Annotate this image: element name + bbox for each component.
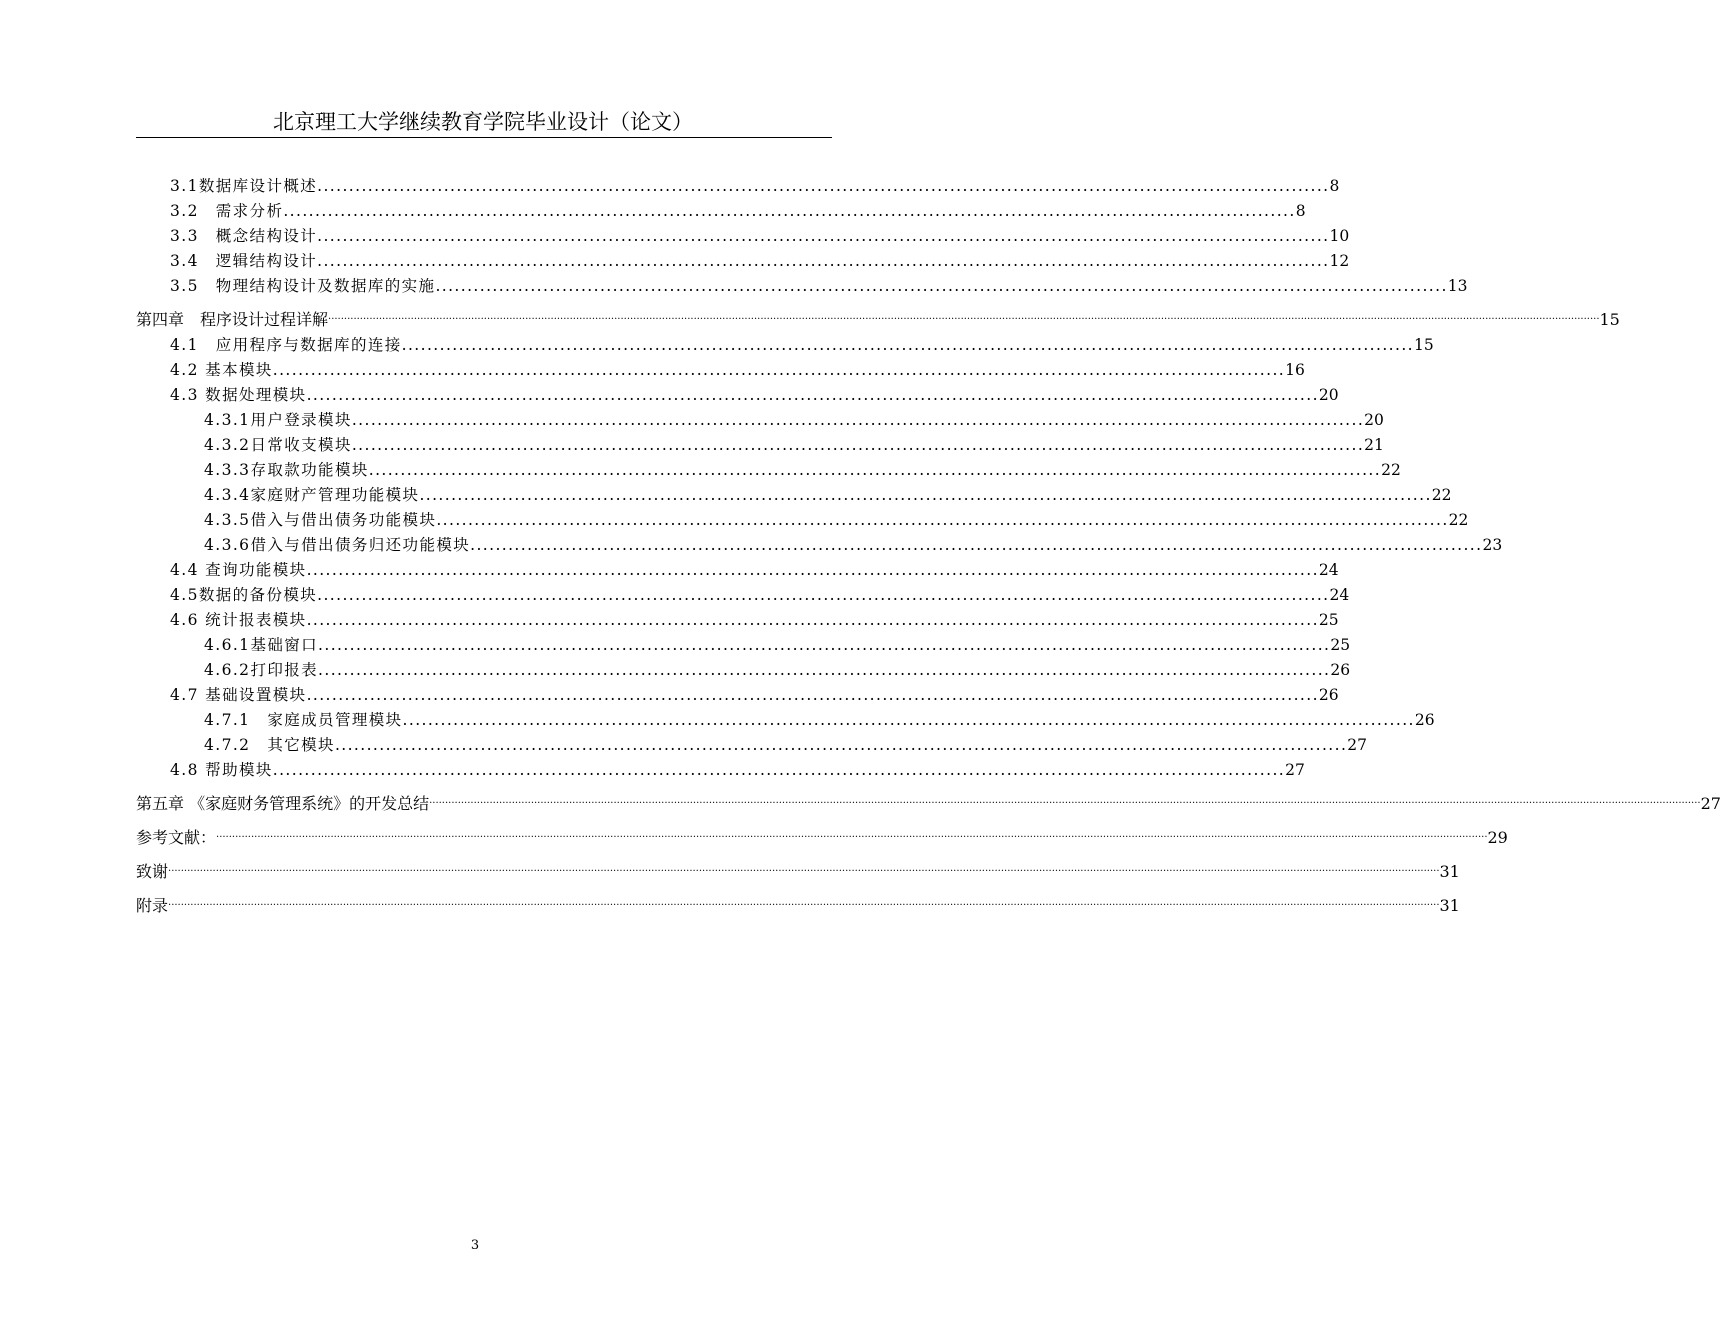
toc-entry [204,731,1368,755]
toc-entry-label: 参考文献： [136,828,217,847]
toc-entry-page: 26 [1330,661,1351,679]
toc-entry [136,824,1508,848]
toc-entry-page: 26 [1318,686,1339,704]
toc-leader-dots: ................................................................................................................................................................................................................................................................................................................................................................................................................ [168,897,1440,908]
toc-leader-dots: ................................................................................................................................................................ [470,536,1483,554]
toc-entry-page: 25 [1330,636,1351,654]
toc-entry-label: 致谢 [136,862,169,881]
toc-entry-page: 23 [1482,536,1503,554]
toc-entry-label: 4.4 查询功能模块 [170,561,307,579]
toc-leader-dots: ................................................................................................................................................................ [318,636,1331,654]
toc-entry [204,631,1351,655]
toc-leader-dots: ................................................................................................................................................................ [306,611,1319,629]
toc-entry-label: 4.3.1用户登录模块 [204,411,352,429]
toc-entry-page: 15 [1599,310,1620,329]
toc-entry [170,331,1434,355]
toc-leader-dots: ................................................................................................................................................................ [306,686,1319,704]
toc-entry-page: 21 [1364,436,1384,454]
toc-leader-dots: ................................................................................................................................................................ [401,336,1414,354]
toc-entry [170,581,1350,605]
toc-leader-dots: ................................................................................................................................................................ [402,711,1415,729]
toc-entry-label: 4.3.2日常收支模块 [204,436,352,454]
toc-leader-dots: ................................................................................................................................................................ [436,511,1449,529]
toc-leader-dots: ................................................................................................................................................................ [272,761,1286,779]
toc-entry-page: 20 [1364,411,1384,429]
toc-entry-page: 15 [1413,336,1434,354]
toc-entry-label: 4.5数据的备份模块 [170,586,318,604]
toc-entry-label: 4.3.3存取款功能模块 [204,461,369,479]
toc-entry-label: 第四章 程序设计过程详解 [136,310,329,329]
toc-entry-page: 27 [1700,794,1721,813]
toc-entry-page: 29 [1487,828,1508,847]
toc-entry-label: 4.3 数据处理模块 [170,386,307,404]
toc-entry [204,706,1435,730]
toc-entry-label: 4.8 帮助模块 [170,761,273,779]
toc-entry-page: 22 [1448,511,1469,529]
toc-leader-dots: ................................................................................................................................................................ [283,202,1296,220]
toc-entry-label: 3.2 需求分析 [170,202,284,220]
toc-leader-dots: ................................................................................................................................................................ [351,411,1365,429]
toc-entry-label: 第五章 《家庭财务管理系统》的开发总结 [136,794,430,813]
toc-entry-label: 3.4 逻辑结构设计 [170,252,318,270]
toc-leader-dots: ................................................................................................................................................................ [334,736,1348,754]
page-number: 3 [470,1238,480,1253]
toc-entry-label: 附录 [136,896,169,915]
toc-leader-dots: ................................................................................................................................................................................................................................................................................................................................................................................................................ [328,311,1600,322]
page-header-title: 北京理工大学继续教育学院毕业设计（论文） [273,110,693,134]
toc-entry-page: 22 [1431,486,1452,504]
toc-leader-dots: ................................................................................................................................................................ [317,252,1330,270]
toc-entry-label: 4.6 统计报表模块 [170,611,307,629]
toc-entry [170,356,1305,380]
toc-entry [204,456,1401,480]
toc-entry [204,406,1384,430]
toc-leader-dots: ................................................................................................................................................................................................................................................................................................................................................................................................................ [168,863,1440,874]
toc-entry [170,556,1339,580]
toc-entry-page: 27 [1285,761,1305,779]
toc-entry [170,606,1339,630]
toc-leader-dots: ................................................................................................................................................................ [317,227,1330,245]
toc-entry-page: 25 [1318,611,1339,629]
toc-leader-dots: ................................................................................................................................................................................................................................................................................................................................................................................................................ [429,795,1701,806]
toc-entry-label: 4.6.1基础窗口 [204,636,319,654]
toc-entry [170,222,1350,246]
toc-entry-page: 26 [1414,711,1435,729]
toc-entry-page: 27 [1347,736,1368,754]
toc-leader-dots: ................................................................................................................................................................ [272,361,1286,379]
toc-entry-page: 24 [1329,586,1350,604]
toc-leader-dots: ................................................................................................................................................................ [351,436,1365,454]
toc-entry-label: 4.1 应用程序与数据库的连接 [170,336,402,354]
toc-leader-dots: ................................................................................................................................................................ [317,177,1330,195]
toc-entry [204,481,1452,505]
toc-entry-label: 4.7.2 其它模块 [204,736,335,754]
toc-entry [204,431,1384,455]
toc-entry-label: 3.1数据库设计概述 [170,177,318,195]
toc-leader-dots: ................................................................................................................................................................ [306,561,1319,579]
toc-entry-label: 3.3 概念结构设计 [170,227,318,245]
toc-entry [170,247,1350,271]
toc-entry-page: 10 [1329,227,1350,245]
toc-entry-page: 24 [1318,561,1339,579]
toc-entry [136,790,1721,814]
toc-entry-label: 3.5 物理结构设计及数据库的实施 [170,277,436,295]
toc-leader-dots: ................................................................................................................................................................ [306,386,1319,404]
toc-leader-dots: ................................................................................................................................................................................................................................................................................................................................................................................................................ [216,829,1488,840]
toc-entry-label: 4.7 基础设置模块 [170,686,307,704]
toc-entry-page: 31 [1439,862,1460,881]
toc-leader-dots: ................................................................................................................................................................ [318,661,1331,679]
toc-entry-label: 4.2 基本模块 [170,361,273,379]
toc-entry-label: 4.3.6借入与借出债务归还功能模块 [204,536,471,554]
toc-entry-page: 20 [1318,386,1339,404]
toc-entry [136,858,1460,882]
toc-entry [170,272,1468,296]
toc-entry [170,172,1340,196]
toc-entry [170,381,1339,405]
toc-entry [136,306,1620,330]
toc-entry [204,656,1351,680]
toc-entry-page: 22 [1381,461,1401,479]
toc-entry-label: 4.6.2打印报表 [204,661,319,679]
toc-entry [204,506,1469,530]
toc-entry-page: 12 [1329,252,1350,270]
toc-entry-label: 4.3.5借入与借出债务功能模块 [204,511,437,529]
toc-leader-dots: ................................................................................................................................................................ [419,486,1432,504]
toc-entry-label: 4.3.4家庭财产管理功能模块 [204,486,420,504]
toc-entry-label: 4.7.1 家庭成员管理模块 [204,711,403,729]
toc-entry-page: 31 [1439,896,1460,915]
toc-leader-dots: ................................................................................................................................................................ [317,586,1330,604]
toc-entry [170,681,1339,705]
toc-leader-dots: ................................................................................................................................................................ [368,461,1382,479]
toc-entry [136,892,1460,916]
toc-entry [170,756,1305,780]
toc-entry-page: 16 [1285,361,1305,379]
toc-entry [204,531,1503,555]
toc-leader-dots: ................................................................................................................................................................ [435,277,1448,295]
toc-entry-page: 13 [1447,277,1468,295]
toc-entry-page: 8 [1329,177,1340,195]
toc-entry [170,197,1306,221]
toc-entry-page: 8 [1295,202,1306,220]
